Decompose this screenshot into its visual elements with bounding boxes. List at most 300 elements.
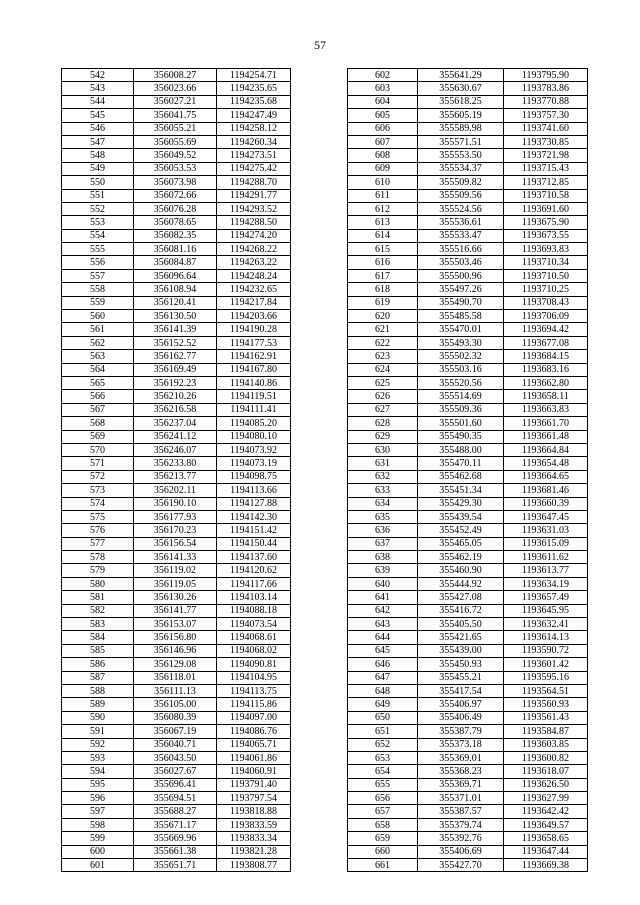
point-number-cell: 661 — [348, 859, 418, 872]
point-number-cell: 565 — [62, 376, 134, 389]
y-coordinate-cell: 1193791.40 — [217, 778, 291, 791]
y-coordinate-cell: 1194111.41 — [217, 403, 291, 416]
x-coordinate-cell: 355671.17 — [134, 818, 217, 831]
point-number-cell: 544 — [62, 95, 134, 108]
point-number-cell: 653 — [348, 751, 418, 764]
table-row — [62, 778, 291, 791]
x-coordinate-cell: 355451.34 — [418, 484, 504, 497]
x-coordinate-cell: 356120.41 — [134, 296, 217, 309]
table-row — [62, 725, 291, 738]
x-coordinate-cell: 355405.50 — [418, 618, 504, 631]
point-number-cell: 626 — [348, 390, 418, 403]
point-number-cell: 595 — [62, 778, 134, 791]
table-row — [348, 631, 588, 644]
point-number-cell: 591 — [62, 725, 134, 738]
y-coordinate-cell: 1193730.85 — [504, 135, 588, 148]
point-number-cell: 550 — [62, 176, 134, 189]
x-coordinate-cell: 355392.76 — [418, 832, 504, 845]
y-coordinate-cell: 1193631.03 — [504, 524, 588, 537]
point-number-cell: 619 — [348, 296, 418, 309]
table-row — [62, 537, 291, 550]
table-row — [348, 792, 588, 805]
table-row — [348, 269, 588, 282]
table-row — [62, 417, 291, 430]
x-coordinate-cell: 356043.50 — [134, 751, 217, 764]
y-coordinate-cell: 1193821.28 — [217, 845, 291, 858]
x-coordinate-cell: 356118.01 — [134, 671, 217, 684]
point-number-cell: 652 — [348, 738, 418, 751]
table-row — [62, 430, 291, 443]
table-row — [62, 591, 291, 604]
x-coordinate-cell: 356233.80 — [134, 457, 217, 470]
x-coordinate-cell: 356080.39 — [134, 711, 217, 724]
point-number-cell: 574 — [62, 497, 134, 510]
table-row — [348, 256, 588, 269]
table-row — [348, 751, 588, 764]
point-number-cell: 576 — [62, 524, 134, 537]
point-number-cell: 578 — [62, 551, 134, 564]
point-number-cell: 616 — [348, 256, 418, 269]
y-coordinate-cell: 1194061.86 — [217, 751, 291, 764]
point-number-cell: 611 — [348, 189, 418, 202]
x-coordinate-cell: 356067.19 — [134, 725, 217, 738]
table-row — [348, 832, 588, 845]
point-number-cell: 649 — [348, 698, 418, 711]
x-coordinate-cell: 356049.52 — [134, 149, 217, 162]
x-coordinate-cell: 355661.38 — [134, 845, 217, 858]
point-number-cell: 600 — [62, 845, 134, 858]
x-coordinate-cell: 356105.00 — [134, 698, 217, 711]
y-coordinate-cell: 1194254.71 — [217, 69, 291, 82]
point-number-cell: 650 — [348, 711, 418, 724]
table-row — [348, 524, 588, 537]
x-coordinate-cell: 355452.49 — [418, 524, 504, 537]
point-number-cell: 587 — [62, 671, 134, 684]
y-coordinate-cell: 1194113.75 — [217, 684, 291, 697]
table-row — [348, 149, 588, 162]
point-number-cell: 562 — [62, 336, 134, 349]
table-row — [348, 229, 588, 242]
table-row — [348, 443, 588, 456]
y-coordinate-cell: 1194115.86 — [217, 698, 291, 711]
point-number-cell: 628 — [348, 417, 418, 430]
x-coordinate-cell: 355696.41 — [134, 778, 217, 791]
table-row — [62, 256, 291, 269]
y-coordinate-cell: 1193663.83 — [504, 403, 588, 416]
x-coordinate-cell: 356241.12 — [134, 430, 217, 443]
x-coordinate-cell: 355630.67 — [418, 82, 504, 95]
point-number-cell: 617 — [348, 269, 418, 282]
x-coordinate-cell: 355387.57 — [418, 805, 504, 818]
table-row — [348, 457, 588, 470]
table-row — [348, 564, 588, 577]
point-number-cell: 566 — [62, 390, 134, 403]
y-coordinate-cell: 1194248.24 — [217, 269, 291, 282]
table-row — [62, 122, 291, 135]
x-coordinate-cell: 356237.04 — [134, 417, 217, 430]
x-coordinate-cell: 356023.66 — [134, 82, 217, 95]
table-row — [62, 711, 291, 724]
table-row — [348, 818, 588, 831]
y-coordinate-cell: 1193662.80 — [504, 376, 588, 389]
table-row — [62, 524, 291, 537]
point-number-cell: 561 — [62, 323, 134, 336]
point-number-cell: 657 — [348, 805, 418, 818]
point-number-cell: 547 — [62, 135, 134, 148]
point-number-cell: 639 — [348, 564, 418, 577]
table-row — [348, 243, 588, 256]
point-number-cell: 608 — [348, 149, 418, 162]
y-coordinate-cell: 1193626.50 — [504, 778, 588, 791]
point-number-cell: 585 — [62, 644, 134, 657]
table-row — [348, 859, 588, 872]
table-row — [348, 336, 588, 349]
point-number-cell: 599 — [62, 832, 134, 845]
x-coordinate-cell: 355502.32 — [418, 350, 504, 363]
point-number-cell: 622 — [348, 336, 418, 349]
y-coordinate-cell: 1194288.50 — [217, 216, 291, 229]
y-coordinate-cell: 1194117.66 — [217, 577, 291, 590]
y-coordinate-cell: 1193721.98 — [504, 149, 588, 162]
y-coordinate-cell: 1193627.99 — [504, 792, 588, 805]
y-coordinate-cell: 1193783.86 — [504, 82, 588, 95]
point-number-cell: 654 — [348, 765, 418, 778]
x-coordinate-cell: 355516.66 — [418, 243, 504, 256]
table-row — [348, 82, 588, 95]
point-number-cell: 620 — [348, 310, 418, 323]
y-coordinate-cell: 1194140.86 — [217, 376, 291, 389]
y-coordinate-cell: 1193642.42 — [504, 805, 588, 818]
point-number-cell: 647 — [348, 671, 418, 684]
y-coordinate-cell: 1194090.81 — [217, 658, 291, 671]
table-row — [62, 109, 291, 122]
y-coordinate-cell: 1193645.95 — [504, 604, 588, 617]
y-coordinate-cell: 1193611.62 — [504, 551, 588, 564]
point-number-cell: 644 — [348, 631, 418, 644]
y-coordinate-cell: 1194127.88 — [217, 497, 291, 510]
y-coordinate-cell: 1194232.65 — [217, 283, 291, 296]
x-coordinate-cell: 355427.08 — [418, 591, 504, 604]
x-coordinate-cell: 355369.71 — [418, 778, 504, 791]
table-row — [348, 470, 588, 483]
point-number-cell: 614 — [348, 229, 418, 242]
y-coordinate-cell: 1193654.48 — [504, 457, 588, 470]
x-coordinate-cell: 355490.70 — [418, 296, 504, 309]
y-coordinate-cell: 1193675.90 — [504, 216, 588, 229]
table-row — [348, 671, 588, 684]
y-coordinate-cell: 1193658.65 — [504, 832, 588, 845]
point-number-cell: 568 — [62, 417, 134, 430]
x-coordinate-cell: 356081.16 — [134, 243, 217, 256]
table-row — [62, 564, 291, 577]
table-row — [348, 403, 588, 416]
x-coordinate-cell: 355488.00 — [418, 443, 504, 456]
table-row — [348, 323, 588, 336]
table-row — [348, 658, 588, 671]
point-number-cell: 602 — [348, 69, 418, 82]
x-coordinate-cell: 356213.77 — [134, 470, 217, 483]
point-number-cell: 612 — [348, 202, 418, 215]
point-number-cell: 613 — [348, 216, 418, 229]
x-coordinate-cell: 356040.71 — [134, 738, 217, 751]
y-coordinate-cell: 1193561.43 — [504, 711, 588, 724]
table-row — [62, 684, 291, 697]
point-number-cell: 580 — [62, 577, 134, 590]
y-coordinate-cell: 1193657.49 — [504, 591, 588, 604]
y-coordinate-cell: 1193673.55 — [504, 229, 588, 242]
x-coordinate-cell: 356156.54 — [134, 537, 217, 550]
table-row — [348, 684, 588, 697]
table-row — [62, 792, 291, 805]
x-coordinate-cell: 356246.07 — [134, 443, 217, 456]
coordinate-table-left — [61, 68, 291, 872]
table-row — [62, 658, 291, 671]
point-number-cell: 570 — [62, 443, 134, 456]
point-number-cell: 571 — [62, 457, 134, 470]
y-coordinate-cell: 1194103.14 — [217, 591, 291, 604]
x-coordinate-cell: 355444.92 — [418, 577, 504, 590]
x-coordinate-cell: 356053.53 — [134, 162, 217, 175]
y-coordinate-cell: 1193613.77 — [504, 564, 588, 577]
y-coordinate-cell: 1193584.87 — [504, 725, 588, 738]
y-coordinate-cell: 1193757.30 — [504, 109, 588, 122]
x-coordinate-cell: 355509.36 — [418, 403, 504, 416]
point-number-cell: 552 — [62, 202, 134, 215]
point-number-cell: 610 — [348, 176, 418, 189]
y-coordinate-cell: 1194073.54 — [217, 618, 291, 631]
x-coordinate-cell: 355460.90 — [418, 564, 504, 577]
point-number-cell: 593 — [62, 751, 134, 764]
point-number-cell: 637 — [348, 537, 418, 550]
table-row — [348, 109, 588, 122]
point-number-cell: 632 — [348, 470, 418, 483]
y-coordinate-cell: 1194113.66 — [217, 484, 291, 497]
y-coordinate-cell: 1193661.48 — [504, 430, 588, 443]
point-number-cell: 636 — [348, 524, 418, 537]
table-row — [348, 644, 588, 657]
y-coordinate-cell: 1193683.16 — [504, 363, 588, 376]
point-number-cell: 581 — [62, 591, 134, 604]
x-coordinate-cell: 356153.07 — [134, 618, 217, 631]
y-coordinate-cell: 1193712.85 — [504, 176, 588, 189]
table-row — [62, 202, 291, 215]
y-coordinate-cell: 1194142.30 — [217, 510, 291, 523]
x-coordinate-cell: 356072.66 — [134, 189, 217, 202]
point-number-cell: 618 — [348, 283, 418, 296]
table-row — [348, 189, 588, 202]
x-coordinate-cell: 355371.01 — [418, 792, 504, 805]
point-number-cell: 542 — [62, 69, 134, 82]
table-row — [62, 618, 291, 631]
y-coordinate-cell: 1194065.71 — [217, 738, 291, 751]
y-coordinate-cell: 1193649.57 — [504, 818, 588, 831]
x-coordinate-cell: 355694.51 — [134, 792, 217, 805]
point-number-cell: 629 — [348, 430, 418, 443]
table-row — [62, 577, 291, 590]
table-row — [62, 95, 291, 108]
point-number-cell: 634 — [348, 497, 418, 510]
table-row — [348, 591, 588, 604]
table-row — [62, 403, 291, 416]
y-coordinate-cell: 1193808.77 — [217, 859, 291, 872]
y-coordinate-cell: 1193710.50 — [504, 269, 588, 282]
x-coordinate-cell: 355421.65 — [418, 631, 504, 644]
y-coordinate-cell: 1194151.42 — [217, 524, 291, 537]
x-coordinate-cell: 355368.23 — [418, 765, 504, 778]
x-coordinate-cell: 356190.10 — [134, 497, 217, 510]
y-coordinate-cell: 1193647.45 — [504, 510, 588, 523]
table-row — [62, 269, 291, 282]
x-coordinate-cell: 356210.26 — [134, 390, 217, 403]
y-coordinate-cell: 1193660.39 — [504, 497, 588, 510]
x-coordinate-cell: 355605.19 — [418, 109, 504, 122]
y-coordinate-cell: 1194088.18 — [217, 604, 291, 617]
table-row — [62, 818, 291, 831]
x-coordinate-cell: 356202.11 — [134, 484, 217, 497]
table-row — [62, 216, 291, 229]
table-row — [62, 631, 291, 644]
y-coordinate-cell: 1193614.13 — [504, 631, 588, 644]
point-number-cell: 605 — [348, 109, 418, 122]
point-number-cell: 643 — [348, 618, 418, 631]
y-coordinate-cell: 1193797.54 — [217, 792, 291, 805]
point-number-cell: 564 — [62, 363, 134, 376]
y-coordinate-cell: 1194073.92 — [217, 443, 291, 456]
point-number-cell: 658 — [348, 818, 418, 831]
table-row — [62, 470, 291, 483]
point-number-cell: 557 — [62, 269, 134, 282]
x-coordinate-cell: 356119.05 — [134, 577, 217, 590]
point-number-cell: 548 — [62, 149, 134, 162]
table-row — [62, 845, 291, 858]
point-number-cell: 582 — [62, 604, 134, 617]
point-number-cell: 546 — [62, 122, 134, 135]
y-coordinate-cell: 1194177.53 — [217, 336, 291, 349]
x-coordinate-cell: 355669.96 — [134, 832, 217, 845]
point-number-cell: 572 — [62, 470, 134, 483]
x-coordinate-cell: 355387.79 — [418, 725, 504, 738]
x-coordinate-cell: 355429.30 — [418, 497, 504, 510]
x-coordinate-cell: 356129.08 — [134, 658, 217, 671]
x-coordinate-cell: 356141.77 — [134, 604, 217, 617]
x-coordinate-cell: 355553.50 — [418, 149, 504, 162]
x-coordinate-cell: 356146.96 — [134, 644, 217, 657]
y-coordinate-cell: 1193741.60 — [504, 122, 588, 135]
table-row — [348, 845, 588, 858]
table-row — [348, 69, 588, 82]
y-coordinate-cell: 1193595.16 — [504, 671, 588, 684]
table-row — [62, 457, 291, 470]
x-coordinate-cell: 355514.69 — [418, 390, 504, 403]
y-coordinate-cell: 1194150.44 — [217, 537, 291, 550]
y-coordinate-cell: 1193564.51 — [504, 684, 588, 697]
point-number-cell: 659 — [348, 832, 418, 845]
x-coordinate-cell: 356082.35 — [134, 229, 217, 242]
y-coordinate-cell: 1194162.91 — [217, 350, 291, 363]
table-row — [62, 69, 291, 82]
table-row — [62, 497, 291, 510]
table-row — [62, 805, 291, 818]
table-row — [62, 644, 291, 657]
x-coordinate-cell: 356130.26 — [134, 591, 217, 604]
point-number-cell: 545 — [62, 109, 134, 122]
point-number-cell: 551 — [62, 189, 134, 202]
x-coordinate-cell: 356076.28 — [134, 202, 217, 215]
point-number-cell: 584 — [62, 631, 134, 644]
table-row — [62, 671, 291, 684]
x-coordinate-cell: 356192.23 — [134, 376, 217, 389]
y-coordinate-cell: 1194293.52 — [217, 202, 291, 215]
table-row — [348, 805, 588, 818]
point-number-cell: 577 — [62, 537, 134, 550]
y-coordinate-cell: 1193693.83 — [504, 243, 588, 256]
x-coordinate-cell: 355536.61 — [418, 216, 504, 229]
y-coordinate-cell: 1193708.43 — [504, 296, 588, 309]
x-coordinate-cell: 355416.72 — [418, 604, 504, 617]
table-row — [348, 778, 588, 791]
point-number-cell: 623 — [348, 350, 418, 363]
y-coordinate-cell: 1194120.62 — [217, 564, 291, 577]
table-row — [348, 577, 588, 590]
x-coordinate-cell: 355651.71 — [134, 859, 217, 872]
point-number-cell: 630 — [348, 443, 418, 456]
y-coordinate-cell: 1193706.09 — [504, 310, 588, 323]
point-number-cell: 586 — [62, 658, 134, 671]
x-coordinate-cell: 355493.30 — [418, 336, 504, 349]
point-number-cell: 621 — [348, 323, 418, 336]
point-number-cell: 549 — [62, 162, 134, 175]
x-coordinate-cell: 356156.80 — [134, 631, 217, 644]
table-row — [62, 363, 291, 376]
y-coordinate-cell: 1193603.85 — [504, 738, 588, 751]
point-number-cell: 579 — [62, 564, 134, 577]
y-coordinate-cell: 1194167.80 — [217, 363, 291, 376]
y-coordinate-cell: 1193710.58 — [504, 189, 588, 202]
point-number-cell: 597 — [62, 805, 134, 818]
x-coordinate-cell: 356152.52 — [134, 336, 217, 349]
table-row — [62, 859, 291, 872]
y-coordinate-cell: 1193615.09 — [504, 537, 588, 550]
table-row — [62, 162, 291, 175]
point-number-cell: 555 — [62, 243, 134, 256]
x-coordinate-cell: 356177.93 — [134, 510, 217, 523]
x-coordinate-cell: 355571.51 — [418, 135, 504, 148]
point-number-cell: 567 — [62, 403, 134, 416]
x-coordinate-cell: 355369.01 — [418, 751, 504, 764]
x-coordinate-cell: 355618.25 — [418, 95, 504, 108]
y-coordinate-cell: 1193833.59 — [217, 818, 291, 831]
point-number-cell: 560 — [62, 310, 134, 323]
table-row — [348, 430, 588, 443]
table-row — [348, 216, 588, 229]
point-number-cell: 635 — [348, 510, 418, 523]
x-coordinate-cell: 355417.54 — [418, 684, 504, 697]
y-coordinate-cell: 1194235.68 — [217, 95, 291, 108]
table-row — [348, 350, 588, 363]
table-row — [62, 765, 291, 778]
y-coordinate-cell: 1194291.77 — [217, 189, 291, 202]
point-number-cell: 638 — [348, 551, 418, 564]
y-coordinate-cell: 1194275.42 — [217, 162, 291, 175]
x-coordinate-cell: 356141.39 — [134, 323, 217, 336]
point-number-cell: 575 — [62, 510, 134, 523]
x-coordinate-cell: 355462.68 — [418, 470, 504, 483]
y-coordinate-cell: 1193658.11 — [504, 390, 588, 403]
point-number-cell: 646 — [348, 658, 418, 671]
table-row — [62, 336, 291, 349]
x-coordinate-cell: 355439.00 — [418, 644, 504, 657]
y-coordinate-cell: 1194203.66 — [217, 310, 291, 323]
